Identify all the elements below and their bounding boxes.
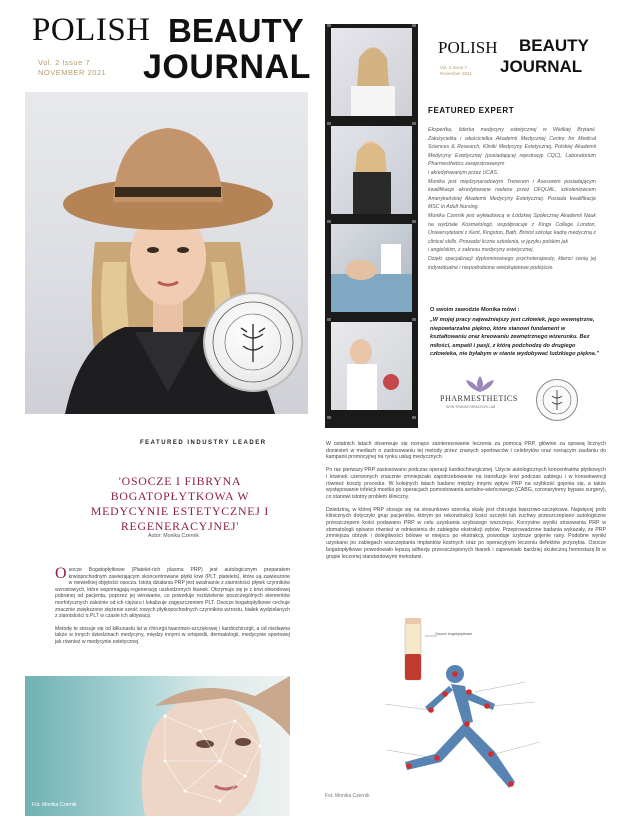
face-mesh-art [25, 676, 290, 816]
article-body-right [326, 441, 606, 566]
expert-bio [428, 126, 596, 272]
film-hole [412, 24, 416, 27]
quote-lead: O swoim zawodzie Monika mówi : [430, 307, 520, 313]
bio-paragraph: Monika Czernik jest wykładowcą w Łódzkiej Społecznej Akademii Nauk na wydziale Kosmetologii, współpracuje z Kings College London, Uniwersytetami z Kent, Kingston, Bath, Bristol szkoląc kadrę medyczną z clinical skills. Prowadzi liczne szkolenia, w języku polskim jak [428, 212, 596, 245]
article-paragraph: Dziedziną, w której PRP stosuje się na stosunkowo szeroką skalę jest chirurgia twarzowo-szczękowa. Najwięcej prób klinicznych dotyczyło grup pacjentów, którym po rekonstrukcji kości szczęki lub żuchwy przeszczepiano autologiczne przeszczepem kości podawano PRP w celu uzyskania szybszego wszczepu. Korzystne wyniki stosowania PRP w stomatologii opisano również w odniesieniu do zabiegów ekstrakcji zębów. Przeprowadzone badania wykazały, że PRP zmniejsza obrzęk i dolegliwości bólowe w miejscu po ekstrakcji, powoduje szybsze gojenie rany. Podobne wyniki uzyskano po zabiegach wszczepiania implantów kostnych oraz po operacyjnym leczeniu defektów przyzębia. Osocze bogatopłytkowe powodowało lepszą adhezję przeszczepionych tkanek i zapewniało bardziej skuteczną hemostazę.Ib w grupie leczonej standardowymi metodami. [326, 506, 606, 560]
masthead-small-journal: JOURNAL [500, 57, 583, 76]
film-hole [412, 122, 416, 125]
issue-date-small: November 2021 [440, 71, 473, 76]
film-hole [327, 416, 331, 419]
film-photo-1-art [331, 28, 412, 116]
featured-expert-heading: FEATURED EXPERT [428, 106, 515, 115]
article-author: Autor: Monika Czernik [148, 533, 200, 539]
photo-credit-left: Fot. Monika Czernik [32, 802, 77, 808]
article-paragraph: Po raz pierwszy PRP zastosowano podczas operacji kardiochirurgicznej. Użycie autologicznych koncentratów płytkowych i krwinek czerwonych znacznie zmniejszało zapotrzebowanie na transfuzje krwi podczas zabiegu i w konsekwencji również koszty procedur. W kolejnych latach badano między innymi wpływ PRP na szybkość gojenia się, a także występowanie infekcji mostka po operacjach pomostowania aortalno-wieńcowego (CABG, coronarytomy bypass surgery), co stanowi istotny problem kliniczny. [326, 467, 606, 500]
prp-diagram-art [325, 612, 610, 822]
film-hole [327, 122, 331, 125]
photo-film-strip [325, 24, 418, 428]
photo-credit-right: Fot. Monika Czernik [325, 793, 370, 799]
cover-photo [25, 92, 308, 414]
academy-seal-small [536, 379, 578, 421]
masthead-small-polish: POLISH [438, 38, 498, 57]
bio-paragraph: i akredytowanym przez UCAS. [428, 169, 499, 176]
masthead-small-beauty: BEAUTY [519, 36, 589, 55]
issue-info-small [440, 65, 472, 77]
bio-paragraph: Dzięki specjalizacji dyplomowanego psychoterapeuty, klienci cenią jej indywidualne i niepodrobione wielokątetowe podejście. [428, 255, 596, 271]
film-hole [327, 24, 331, 27]
issue-volume-small: Vol. 2 Issue 7 [440, 65, 468, 70]
film-photo-2-art [331, 126, 412, 214]
expert-quote: „W mojej pracy najważniejszy jest człowiek, jego wewnętrzne, niepowtarzalne piękno, które stanowi fundament w kształtowaniu oraz kreowaniu zewnętrznego wizerunku. Bez miłości, empatii i pasji, z którą podchodzę do drugiego człowieka, nie byłabym w stanie wydobywać ludzkiego piękna.” [430, 317, 600, 358]
masthead-journal: JOURNAL [143, 48, 311, 86]
masthead-beauty: BEAUTY [168, 12, 304, 49]
issue-date: NOVEMBER 2021 [38, 68, 107, 77]
article-body-left [55, 567, 290, 652]
film-photo-4 [331, 322, 412, 410]
academy-seal [203, 292, 303, 392]
academy-seal-small-emblem [537, 380, 577, 420]
pharmesthetics-name: PHARMESTHETICS [440, 394, 518, 403]
film-photo-3 [331, 224, 412, 312]
article-paragraph-text: socze Bogatopłytkowe (Platelet-rich plasma PRP) jest autologicznym preparatem krwiopochodnym zawierającym skoncentrowane płytki krwi (PLT, platelets), które są zawieszone w niewielkiej objętości osocza. Istotą działania PRP jest uwalnianie z ziarnistości płytek czynników wzrostowych, które wspomagają regenerację uszkodzonych tkanek. Otrzymuje się je z krwi obwodowej pobranej od pacjenta, poprzez jej wirowanie, co powoduje rozdzielenie poszczególnych elementów morfotycznych zależnie od ich ciężaru i lokalizuje zagęszczeniem PLT. Osocze bogatopłytkowe cechuje znacznie zwiększone stężenie sześć rowych płytkopochodnych czynników wzrostu, białek wydzielanych z ziarnistości α PLT w czasie ich aktywacji. [55, 567, 290, 620]
section-label: FEATURED INDUSTRY LEADER [140, 440, 267, 446]
article-paragraph [55, 567, 290, 620]
article-paragraph: Metodę te stosuje się od kilkunastu lat w chirurgii twarzowo-szczękowej i kardiochirurgii, a od niedawna także w innych dziedzinach medycyny, między innymi w ortopedii, dermatologii, medycynie sportowej jak również w medycynie estetycznej. [55, 625, 290, 645]
bio-paragraph: i angielskim, z zakresu medycyny estetycznej. [428, 247, 534, 254]
film-hole [327, 220, 331, 223]
film-hole [327, 318, 331, 321]
issue-volume: Vol. 2 Issue 7 [38, 58, 91, 67]
face-mesh-photo [25, 676, 290, 816]
film-hole [412, 220, 416, 223]
bio-paragraph: Monika jest międzynarodowym Trenerem i Asesorem posiadającym kwalifikacje akredytowane nadane przez OFQUAL, szkoleniowcem Amerykańskiej Akademii Medycyny Estetycznej. Posiada kwalifikacje MSC in Adult Nursing. [428, 178, 596, 211]
article-title: 'OSOCZE I FIBRYNA BOGATOPŁYTKOWA W MEDYCYNIE ESTETYCZNEJ I REGENERACYJNEJ' [90, 474, 270, 533]
article-paragraph: W ostatnich latach obserwuje się rosnące zainteresowanie leczenia za pomocą PRP, głównie za sprawą licznych doniesień w mediach o zastosowaniu tej metody przez znanych sportowców i celebrytów oraz rosnącym zaufaniu do kampanii promocyjnej na rynku usług medycznych. [326, 441, 606, 461]
film-hole [412, 318, 416, 321]
film-hole [412, 416, 416, 419]
issue-info [38, 58, 106, 78]
film-photo-4-art [331, 322, 412, 410]
pharmesthetics-tagline: SKIN TRANSFORMATION LAB [446, 405, 496, 409]
film-photo-1 [331, 28, 412, 116]
prp-body-diagram [325, 612, 610, 822]
academy-seal-emblem [205, 294, 301, 390]
tube-label: Osocze bogatopłytkowe [435, 632, 473, 636]
drop-cap: O [55, 565, 67, 582]
film-photo-2 [331, 126, 412, 214]
masthead-polish: POLISH [32, 12, 151, 48]
pharmesthetics-leaf-mark [440, 376, 520, 394]
film-photo-3-art [331, 224, 412, 312]
bio-paragraph: Ekspertka, liderka medycyny estetycznej w Wielkiej Brytanii. Założycielka i właścicielka Akademii Medycznej Centre for Medical Sciences & Research, Kliniki Medycyny Estetycznej, Polskiej Akademii Medycyny Estetycznej (posiadającej rejestrację CQC), Laboratorium Pharmesthetics zarejestrowanym [428, 127, 596, 168]
